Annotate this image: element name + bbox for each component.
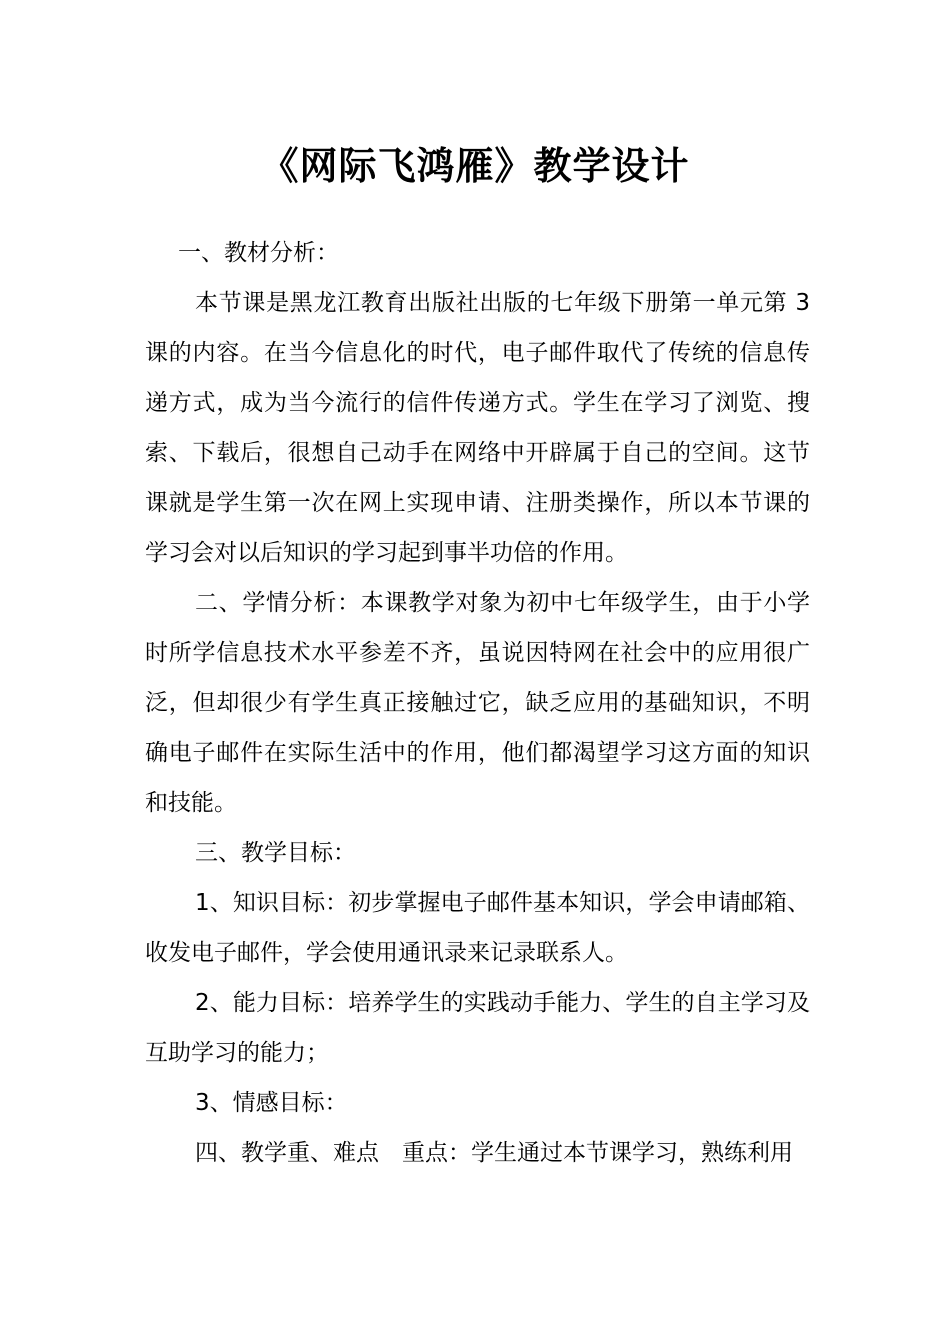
document-body — [145, 228, 810, 1178]
paragraph-student-analysis: 二、学情分析：本课教学对象为初中七年级学生，由于小学时所学信息技术水平参差不齐，虽说因特网在社会中的应用很广泛，但却很少有学生真正接触过它，缺乏应用的基础知识，不明确电子邮件在实际生活中的作用，他们都渴望学习这方面的知识和技能。 — [145, 590, 810, 816]
document-title: 《网际飞鸿雁》教学设计 — [260, 144, 690, 188]
paragraph-textbook-analysis: 本节课是黑龙江教育出版社出版的七年级下册第一单元第 3 课的内容。在当今信息化的时代，电子邮件取代了传统的信息传递方式，成为当今流行的信件传递方式。学生在学习了浏览、搜索、下载后，很想自己动手在网络中开辟属于自己的空间。这节课就是学生第一次在网上实现申请、注册类操作，所以本节课的学习会对以后知识的学习起到事半功倍的作用。 — [145, 290, 810, 566]
paragraph-knowledge-goal: 1、知识目标：初步掌握电子邮件基本知识，学会申请邮箱、收发电子邮件，学会使用通讯录来记录联系人。 — [145, 890, 810, 966]
heading-textbook-analysis: 一、教材分析： — [178, 240, 339, 266]
heading-teaching-goals: 三、教学目标： — [195, 840, 356, 866]
paragraph-emotion-goal: 3、情感目标： — [195, 1090, 348, 1116]
paragraph-key-difficult-points: 四、教学重、难点 重点：学生通过本节课学习，熟练利用 — [195, 1140, 793, 1166]
paragraph-ability-goal: 2、能力目标：培养学生的实践动手能力、学生的自主学习及互助学习的能力； — [145, 990, 810, 1066]
